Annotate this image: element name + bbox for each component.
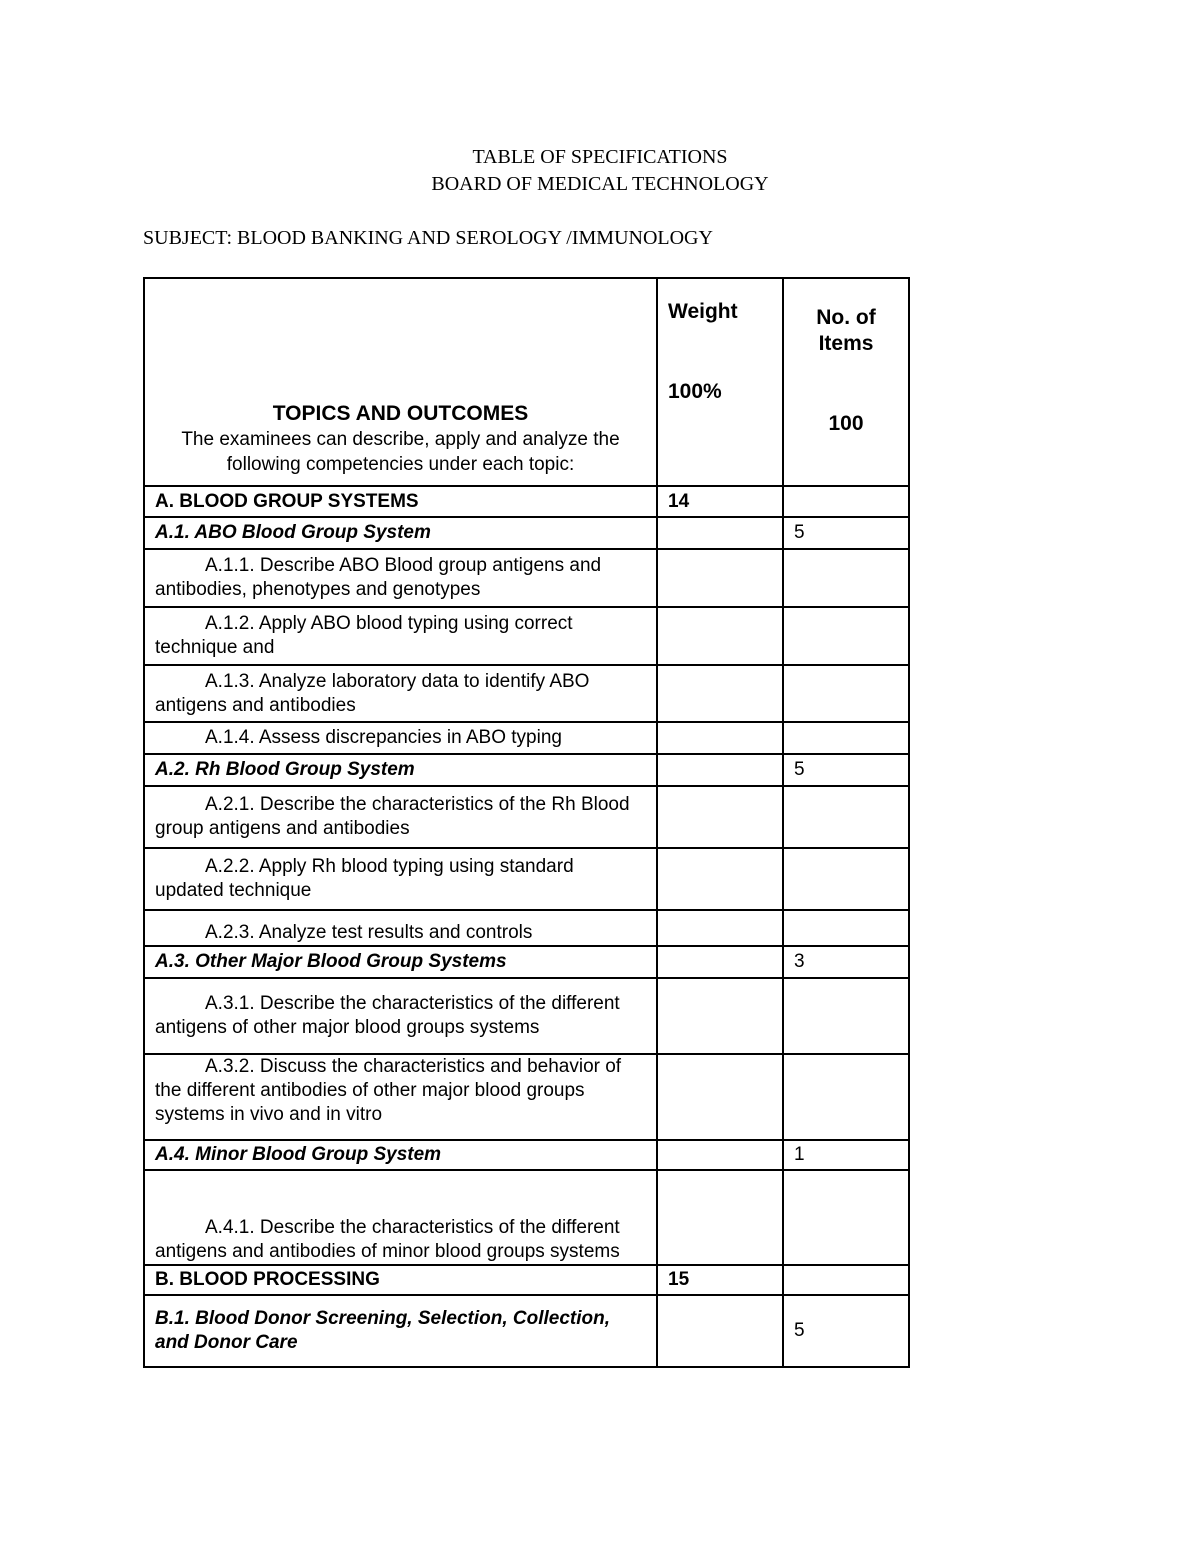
outcome-text: A.1.2. Apply ABO blood typing using correct technique and: [155, 613, 573, 658]
table-row: [144, 549, 909, 607]
weight-cell: [657, 1140, 783, 1170]
outcome-text: A.1.3. Analyze laboratory data to identify ABO antigens and antibodies: [155, 670, 590, 716]
items-cell: [783, 848, 909, 910]
items-cell: 5: [783, 754, 909, 786]
topics-header-cell: [144, 278, 657, 486]
weight-cell: [657, 848, 783, 910]
weight-cell: [657, 665, 783, 722]
outcome-text: A.1.4. Assess discrepancies in ABO typing: [205, 727, 562, 748]
table-row: [144, 1170, 909, 1265]
table-row: [144, 722, 909, 754]
items-cell: 5: [783, 1295, 909, 1367]
outcome-text: A.1.1. Describe ABO Blood group antigens and antibodies, phenotypes and genotypes: [155, 555, 602, 600]
topic-cell: [144, 910, 657, 946]
table-row: [144, 910, 909, 946]
items-header-cell: [783, 278, 909, 486]
weight-cell: [657, 722, 783, 754]
table-row: [144, 1054, 909, 1140]
outcome-text: A.3.2. Discuss the characteristics and behavior of the different antibodies of other major blood groups systems in vivo and in vitro: [155, 1056, 622, 1125]
weight-cell: 15: [657, 1265, 783, 1295]
topic-cell: A. BLOOD GROUP SYSTEMS: [144, 486, 657, 517]
outcome-text: A.2.1. Describe the characteristics of the Rh Blood group antigens and antibodies: [155, 794, 630, 839]
outcome-text: A.4.1. Describe the characteristics of the different antigens and antibodies of minor blood groups systems: [155, 1217, 620, 1262]
table-header-row: [144, 278, 909, 486]
items-cell: [783, 786, 909, 848]
table-row: [144, 607, 909, 665]
weight-cell: 14: [657, 486, 783, 517]
table-row: [144, 848, 909, 910]
topic-cell: [144, 1054, 657, 1140]
weight-cell: [657, 978, 783, 1054]
topic-cell: [144, 549, 657, 607]
items-cell: [783, 1170, 909, 1265]
weight-cell: [657, 1054, 783, 1140]
table-row: [144, 786, 909, 848]
table-row: [144, 946, 909, 978]
weight-cell: [657, 517, 783, 549]
weight-cell: [657, 786, 783, 848]
items-cell: [783, 910, 909, 946]
table-row: [144, 517, 909, 549]
weight-cell: [657, 946, 783, 978]
table-row: [144, 665, 909, 722]
subject-line: SUBJECT: BLOOD BANKING AND SEROLOGY /IMMUNOLOGY: [143, 227, 713, 249]
topics-subtitle: The examinees can describe, apply and analyze the following competencies under each topic:: [181, 429, 620, 475]
topic-cell: A.3. Other Major Blood Group Systems: [144, 946, 657, 978]
topic-cell: [144, 848, 657, 910]
items-cell: 1: [783, 1140, 909, 1170]
topic-cell: A.1. ABO Blood Group System: [144, 517, 657, 549]
outcome-text: A.3.1. Describe the characteristics of the different antigens of other major blood groups systems: [155, 993, 620, 1038]
topic-cell: [144, 722, 657, 754]
table-row: [144, 978, 909, 1054]
items-label: No. of Items: [816, 306, 876, 355]
document-title: TABLE OF SPECIFICATIONS: [472, 146, 728, 168]
table-row: [144, 1295, 909, 1367]
topic-cell: B.1. Blood Donor Screening, Selection, Collection, and Donor Care: [144, 1295, 657, 1367]
document-subtitle: BOARD OF MEDICAL TECHNOLOGY: [431, 173, 769, 195]
weight-cell: [657, 607, 783, 665]
topic-cell: B. BLOOD PROCESSING: [144, 1265, 657, 1295]
items-cell: [783, 978, 909, 1054]
table-row: [144, 1265, 909, 1295]
weight-label: Weight: [668, 300, 738, 323]
topic-cell: [144, 786, 657, 848]
weight-header-cell: [657, 278, 783, 486]
items-cell: [783, 607, 909, 665]
weight-cell: [657, 549, 783, 607]
items-cell: [783, 1054, 909, 1140]
specifications-table: [143, 277, 910, 1368]
items-cell: [783, 549, 909, 607]
weight-cell: [657, 910, 783, 946]
items-cell: 5: [783, 517, 909, 549]
topic-cell: [144, 665, 657, 722]
topic-cell: A.2. Rh Blood Group System: [144, 754, 657, 786]
items-cell: [783, 1265, 909, 1295]
outcome-text: A.2.2. Apply Rh blood typing using standard updated technique: [155, 856, 574, 901]
items-cell: [783, 722, 909, 754]
weight-total: 100%: [668, 380, 722, 403]
weight-cell: [657, 754, 783, 786]
weight-cell: [657, 1170, 783, 1265]
items-cell: 3: [783, 946, 909, 978]
table-row: [144, 1140, 909, 1170]
table-row: [144, 754, 909, 786]
items-cell: [783, 665, 909, 722]
topic-cell: [144, 1170, 657, 1265]
items-cell: [783, 486, 909, 517]
topic-cell: A.4. Minor Blood Group System: [144, 1140, 657, 1170]
topic-cell: [144, 607, 657, 665]
items-total: 100: [828, 412, 864, 435]
table-row: [144, 486, 909, 517]
topics-title: TOPICS AND OUTCOMES: [272, 402, 529, 425]
topic-cell: [144, 978, 657, 1054]
outcome-text: A.2.3. Analyze test results and controls: [205, 922, 533, 943]
weight-cell: [657, 1295, 783, 1367]
